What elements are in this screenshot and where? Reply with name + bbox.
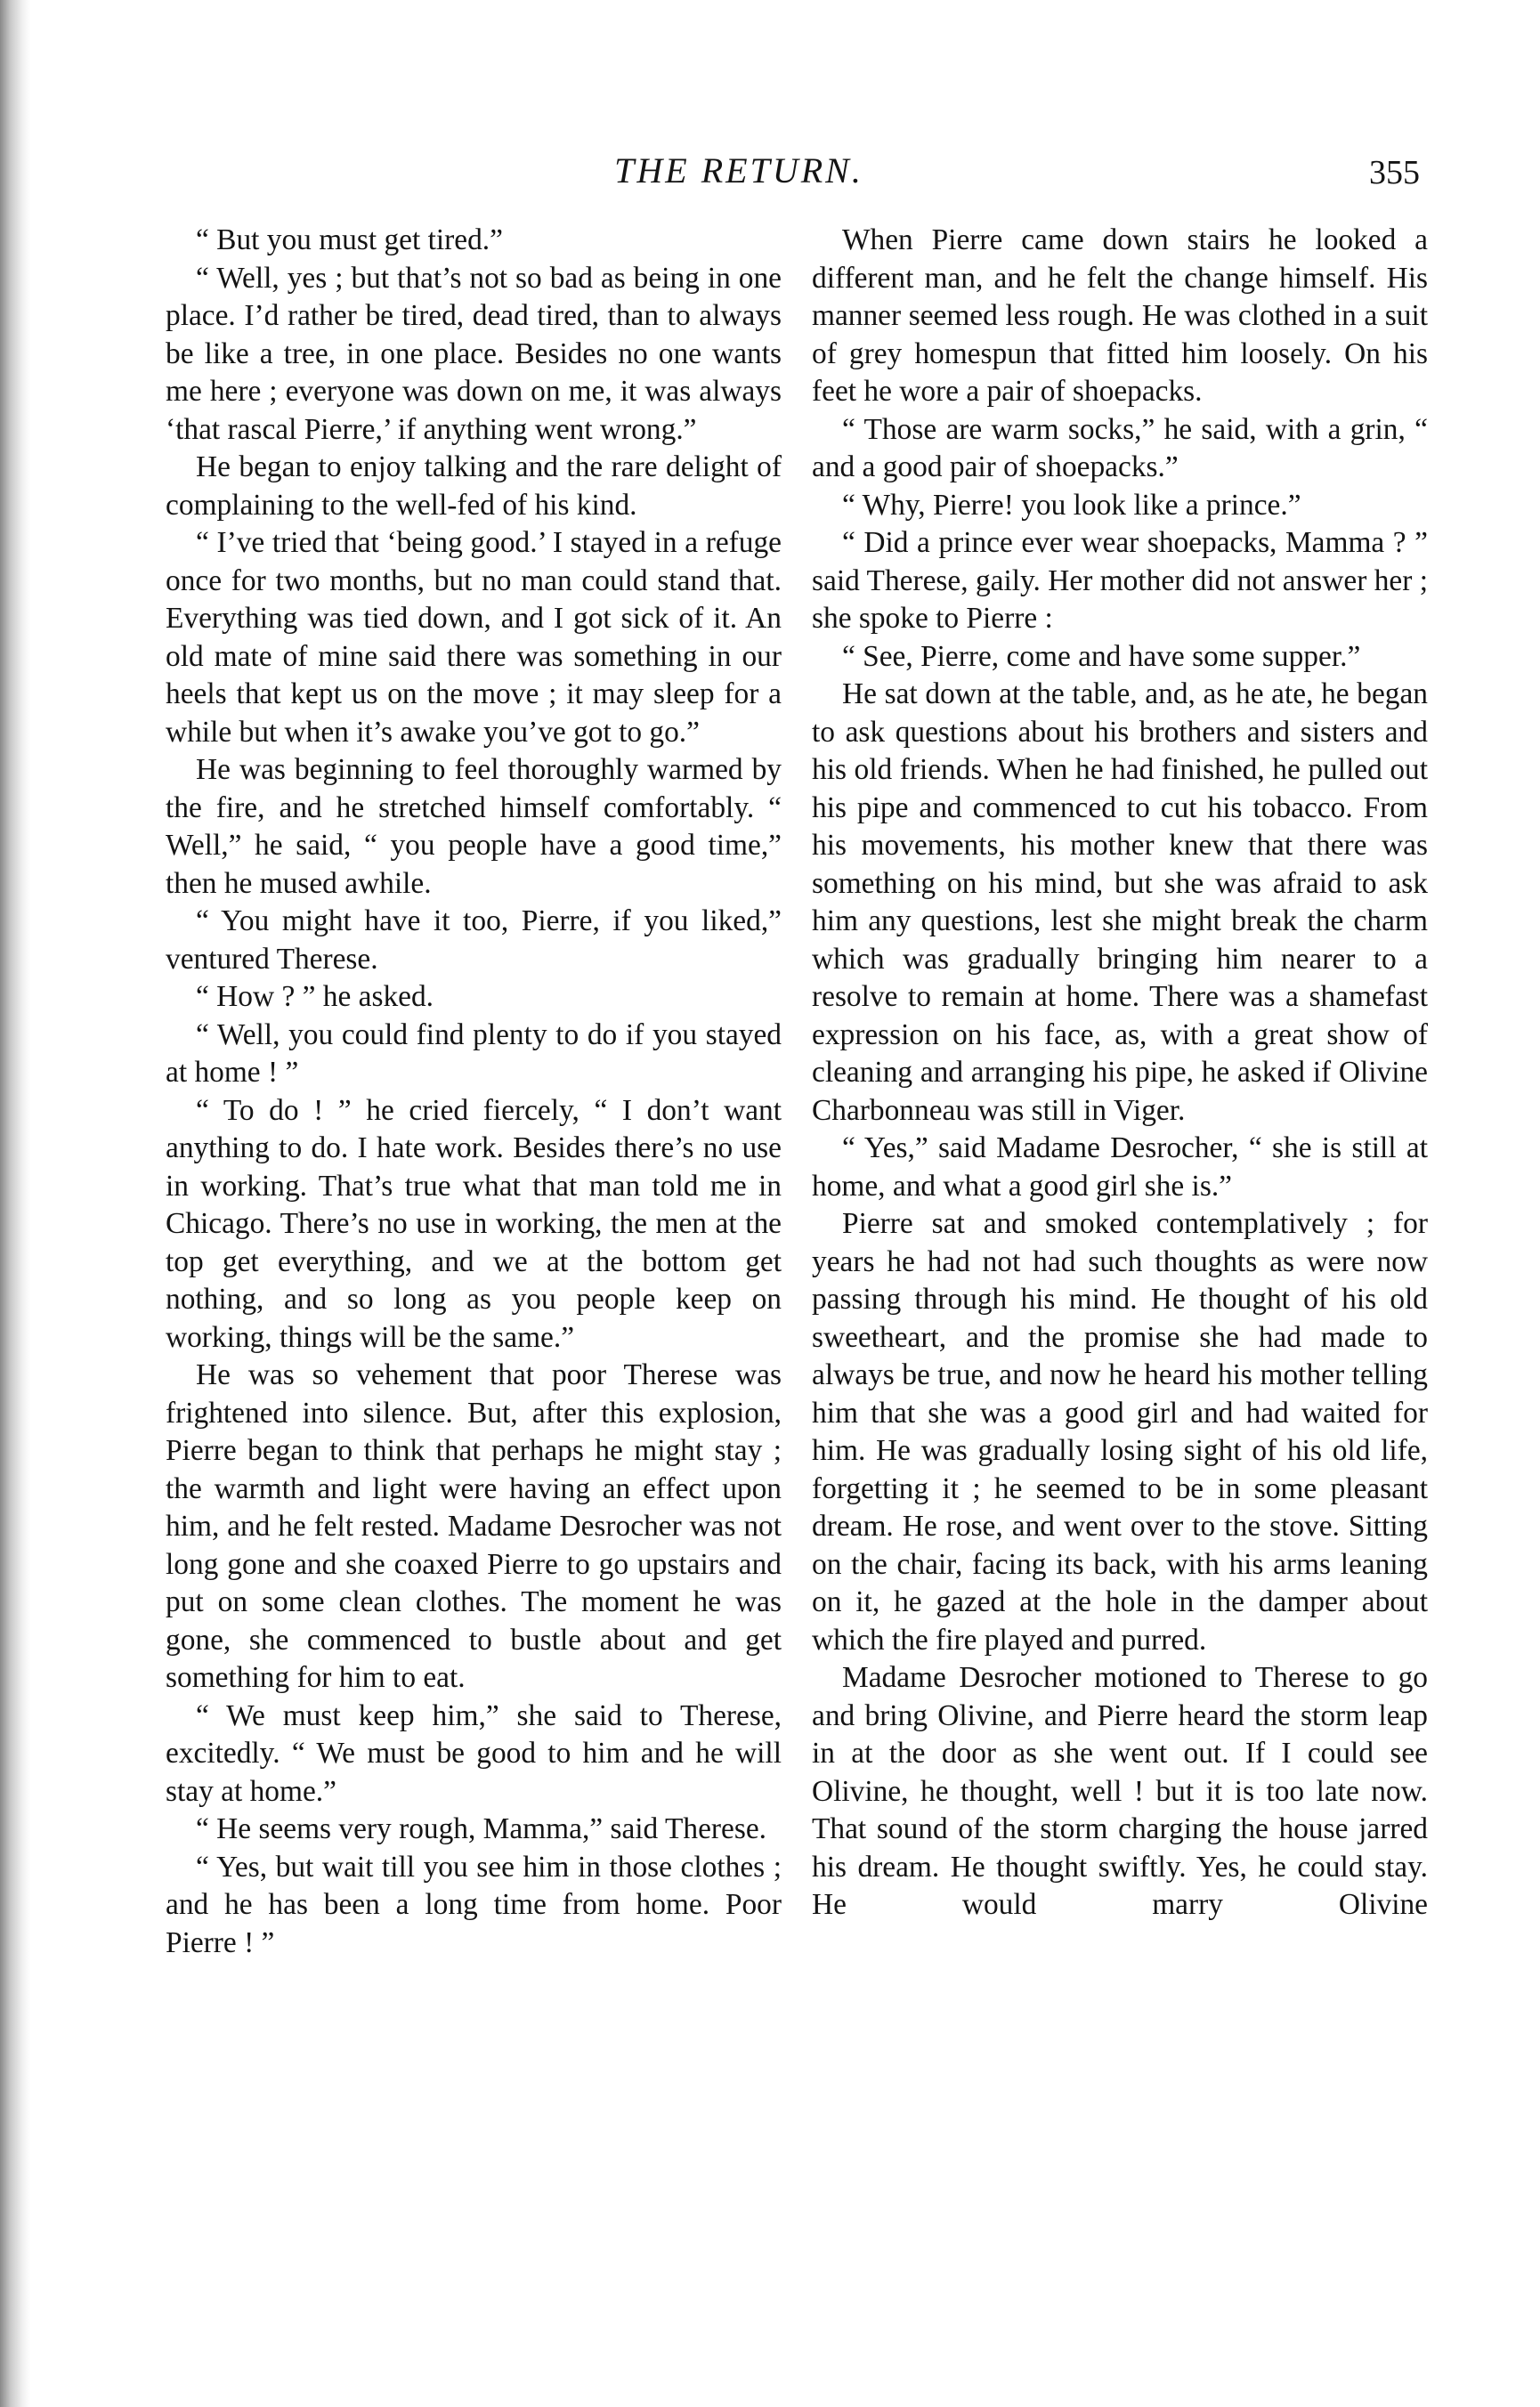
- paragraph: He sat down at the table, and, as he ate, he began to ask questions about his brothers and sisters and his old friends. When he had finished, he pulled out his pipe and commenced to cut his tobacco. From his movements, his mother knew that there was something on his mind, but she was afraid to ask him any questions, lest she might break the charm which was gradually bringing him nearer to a resolve to remain at home. There was a shamefast expression on his face, as, with a great show of cleaning and arranging his pipe, he asked if Olivine Charbonneau was still in Viger.: [812, 677, 1428, 1127]
- paragraph: When Pierre came down stairs he looked a different man, and he felt the change himself. His manner seemed less rough. He was clothed in a suit of grey homespun that fitted him loosely. On his feet he wore a pair of shoepacks.: [812, 223, 1428, 408]
- page-header: [0, 150, 1540, 203]
- paragraph: “ We must keep him,” she said to Therese, excitedly. “ We must be good to him and he will stay at home.”: [166, 1698, 782, 1808]
- paragraph: Madame Desrocher motioned to Therese to go and bring Olivine, and Pierre heard the storm leap in at the door as she went out. If I could see Olivine, he thought, well ! but it is too late now. That sound of the storm charging the house jarred his dream. He thought swiftly. Yes, he could stay. He would marry Olivine: [812, 1661, 1428, 1921]
- running-title: THE RETURN.: [614, 150, 863, 190]
- paragraph: “ But you must get tired.”: [196, 223, 503, 256]
- paragraph: “ I’ve tried that ‘being good.’ I stayed in a refuge once for two months, but no man could stand that. Everything was tied down, and I got sick of it. An old mate of mine said there was something in our heels that kept us on the move ; it may sleep for a while but when it’s awake you’ve got to go.”: [166, 526, 782, 749]
- paragraph: He was so vehement that poor Therese was frightened into silence. But, after this explosion, Pierre began to think that perhaps he might stay ; the warmth and light were having an effect upon him, and he felt rested. Madame Desrocher was not long gone and she coaxed Pierre to go upstairs and put on some clean clothes. The moment he was gone, she commenced to bustle about and get something for him to eat.: [166, 1358, 782, 1694]
- paragraph: “ To do ! ” he cried fiercely, “ I don’t want anything to do. I hate work. Besides there’s no use in working. That’s true what that man told me in Chicago. There’s no use in working, the men at the top get everything, and we at the bottom get nothing, and so long as you people keep on working, things will be the same.”: [166, 1093, 782, 1354]
- scan-margin-shadow: [0, 0, 30, 2407]
- paragraph: “ He seems very rough, Mamma,” said Therese.: [196, 1812, 767, 1845]
- paragraph: He was beginning to feel thoroughly warmed by the fire, and he stretched himself comfortably. “ Well,” he said, “ you people have a good time,” then he mused awhile.: [166, 753, 782, 900]
- left-column: [166, 222, 782, 1962]
- right-column: [812, 222, 1428, 1925]
- paragraph: “ Those are warm socks,” he said, with a grin, “ and a good pair of shoepacks.”: [812, 412, 1428, 483]
- paragraph: “ Yes, but wait till you see him in those clothes ; and he has been a long time from home. Poor Pierre ! ”: [166, 1850, 782, 1959]
- paragraph: Pierre sat and smoked contemplatively ; for years he had not had such thoughts as were now passing through his mind. He thought of his old sweetheart, and the promise she had made to always be true, and now he heard his mother telling him that she was a good girl and had waited for him. He was gradually losing sight of his old life, forgetting it ; he seemed to be in some pleasant dream. He rose, and went over to the stove. Sitting on the chair, facing its back, with his arms leaning on it, he gazed at the hole in the damper about which the fire played and purred.: [812, 1207, 1428, 1657]
- paragraph: “ Yes,” said Madame Desrocher, “ she is still at home, and what a good girl she is.”: [812, 1131, 1428, 1203]
- paragraph: “ How ? ” he asked.: [196, 980, 434, 1013]
- paragraph: “ Why, Pierre! you look like a prince.”: [842, 488, 1301, 522]
- paragraph: “ You might have it too, Pierre, if you liked,” ventured Therese.: [166, 904, 782, 976]
- paragraph: “ Well, yes ; but that’s not so bad as being in one place. I’d rather be tired, dead tired, than to always be like a tree, in one place. Besides no one wants me here ; everyone was down on me, it was always ‘that rascal Pierre,’ if anything went wrong.”: [166, 261, 782, 446]
- paragraph: He began to enjoy talking and the rare delight of complaining to the well-fed of his kind.: [166, 450, 782, 522]
- paragraph: “ Well, you could find plenty to do if you stayed at home ! ”: [166, 1017, 782, 1089]
- paragraph: “ See, Pierre, come and have some supper.”: [842, 639, 1361, 673]
- page-number: 355: [1369, 154, 1420, 191]
- paragraph: “ Did a prince ever wear shoepacks, Mamma ? ” said Therese, gaily. Her mother did not answer her ; she spoke to Pierre :: [812, 526, 1428, 635]
